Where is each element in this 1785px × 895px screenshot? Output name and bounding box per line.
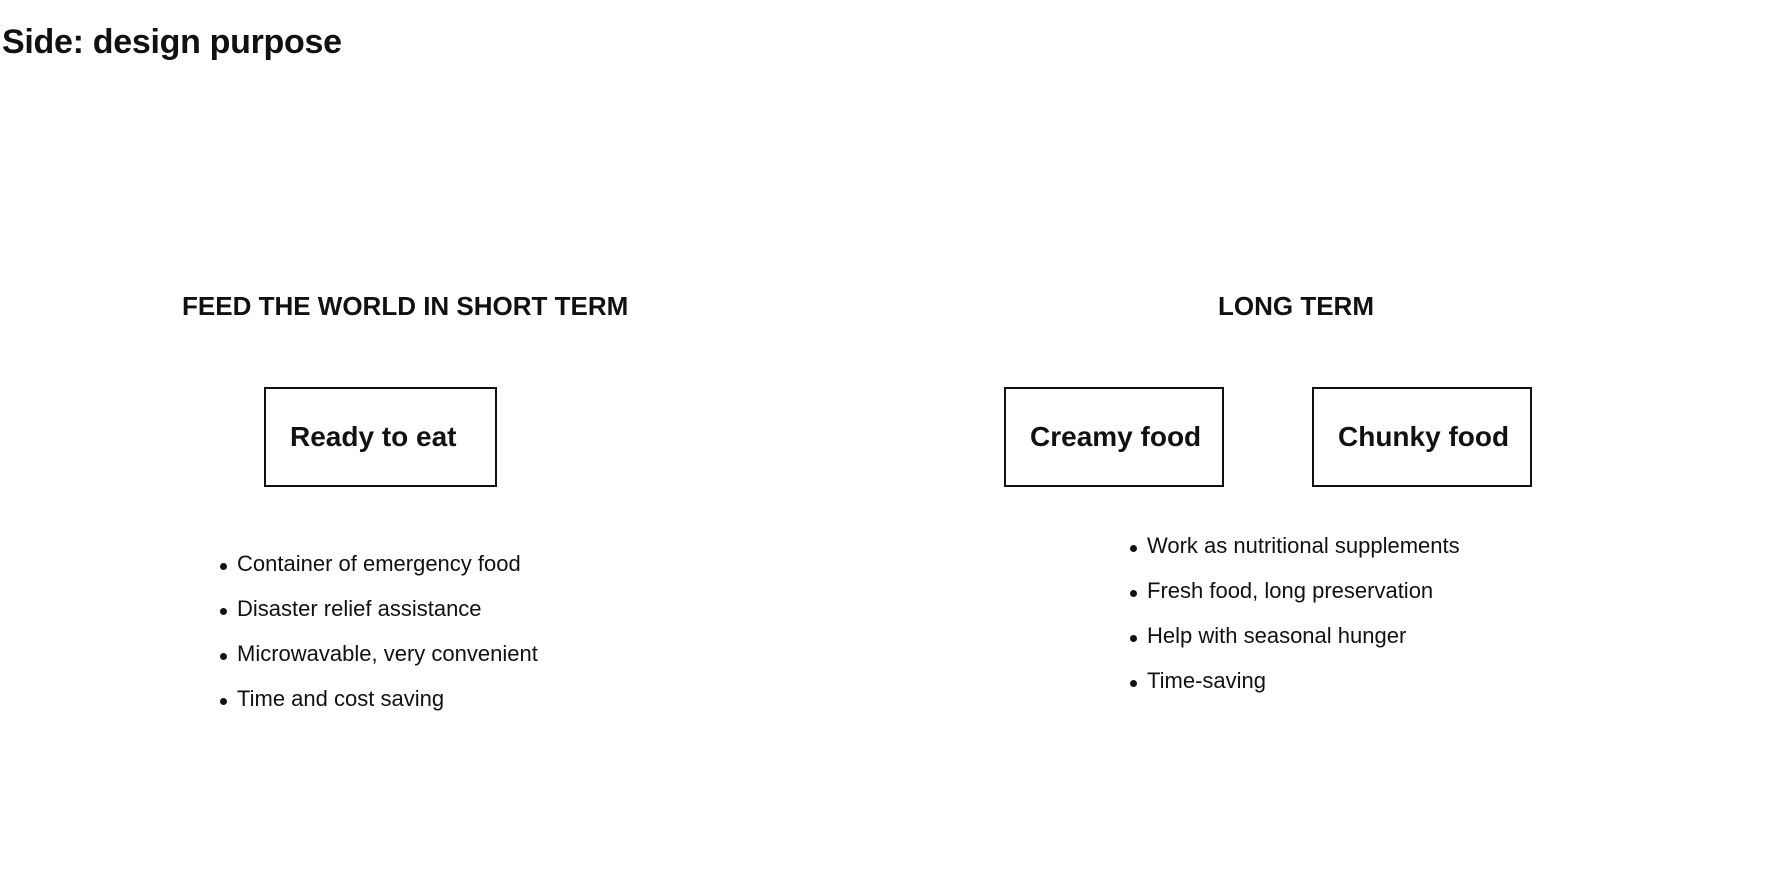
list-item: Help with seasonal hunger bbox=[1130, 613, 1460, 658]
list-item: Time and cost saving bbox=[220, 676, 538, 721]
creamy-food-box: Creamy food bbox=[1004, 387, 1224, 487]
chunky-food-box: Chunky food bbox=[1312, 387, 1532, 487]
short-term-bullet-list bbox=[220, 541, 538, 721]
list-item: Fresh food, long preservation bbox=[1130, 568, 1460, 613]
list-item: Container of emergency food bbox=[220, 541, 538, 586]
long-term-bullet-list bbox=[1130, 523, 1460, 703]
list-item: Microwavable, very convenient bbox=[220, 631, 538, 676]
page-title: Side: design purpose bbox=[2, 23, 342, 61]
long-term-heading: LONG TERM bbox=[1218, 291, 1374, 321]
short-term-heading: FEED THE WORLD IN SHORT TERM bbox=[182, 291, 629, 321]
ready-to-eat-box: Ready to eat bbox=[264, 387, 497, 487]
list-item: Work as nutritional supplements bbox=[1130, 523, 1460, 568]
list-item: Time-saving bbox=[1130, 658, 1460, 703]
list-item: Disaster relief assistance bbox=[220, 586, 538, 631]
